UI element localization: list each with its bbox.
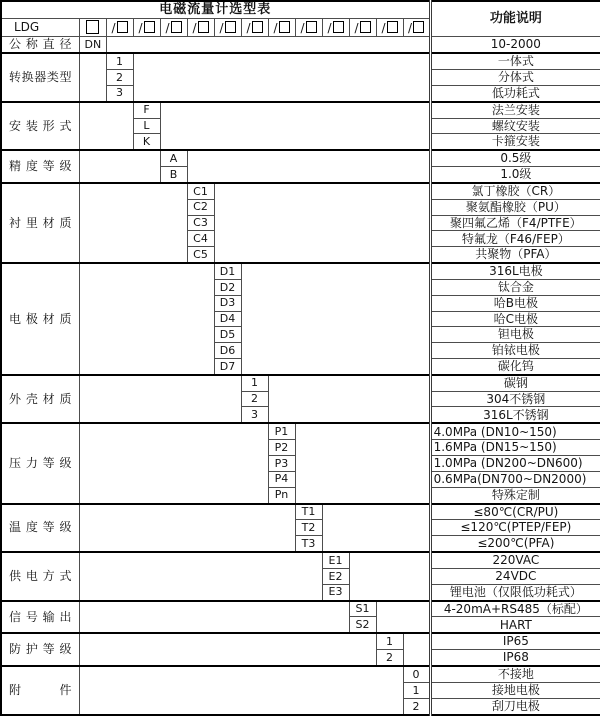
option-code: F [133,102,160,118]
option-desc: 不接地 [430,666,600,682]
spacer-cell [79,102,133,151]
spacer-cell [79,263,214,375]
group-label: 压力等级 [1,423,79,503]
slash-separator: / [192,20,197,35]
option-row [1,504,600,520]
option-code: L [133,118,160,134]
option-desc: 316L不锈钢 [430,407,600,423]
checkbox-square-icon [360,21,371,33]
model-slash-box-cell [403,19,430,37]
option-code: T1 [295,504,322,520]
checkbox-square-icon [252,21,263,33]
option-code: 0 [403,666,430,682]
option-desc: 螺纹安装 [430,118,600,134]
spacer-cell [79,666,403,715]
group-label-diameter: 公称直径 [1,37,79,53]
option-desc: 特殊定制 [430,487,600,503]
option-desc: 4.0MPa (DN10~150) [430,423,600,439]
checkbox-square-icon [86,20,99,34]
model-prefix: LDG [1,19,79,37]
option-desc: 4-20mA+RS485（标配） [430,601,600,617]
option-code: S1 [349,601,376,617]
group-label: 衬里材质 [1,183,79,263]
group-label: 安装形式 [1,102,79,151]
option-desc: 聚氨酯橡胶（PU） [430,199,600,215]
checkbox-square-icon [117,21,128,33]
page-title: 电磁流量计选型表 [1,1,430,19]
spacer-cell [295,423,430,503]
model-slash-box-cell [349,19,376,37]
slash-separator: / [138,20,143,35]
checkbox-square-icon [333,21,344,33]
model-slash-box-cell [322,19,349,37]
checkbox-square-icon [225,21,236,33]
option-desc: 1.0级 [430,167,600,183]
option-code: P1 [268,423,295,439]
checkbox-square-icon [279,21,290,33]
model-slash-box-cell [241,19,268,37]
spacer-cell [268,375,430,424]
option-row [1,601,600,617]
model-slash-box-cell [214,19,241,37]
group-label: 信号输出 [1,601,79,634]
model-first-box-cell [79,19,106,37]
diameter-row [1,37,600,53]
spacer-cell [106,37,430,53]
group-label: 供电方式 [1,552,79,601]
spacer-cell [79,601,349,634]
function-column-header: 功能说明 [430,1,600,37]
option-desc: 0.6MPa(DN700~DN2000) [430,471,600,487]
option-code: P2 [268,440,295,456]
option-desc: 哈C电极 [430,311,600,327]
group-label: 附件 [1,666,79,715]
option-desc: 特氟龙（F46/FEP） [430,231,600,247]
option-code: C3 [187,215,214,231]
option-desc: 碳化钨 [430,358,600,374]
spacer-cell [79,183,187,263]
option-desc: 接地电极 [430,682,600,698]
option-desc: 低功耗式 [430,85,600,101]
spacer-cell [322,504,430,553]
option-code: 2 [403,698,430,715]
option-code: 1 [241,375,268,391]
slash-separator: / [327,20,332,35]
option-desc: 法兰安装 [430,102,600,118]
spacer-cell [79,552,322,601]
slash-separator: / [408,20,413,35]
checkbox-square-icon [413,21,424,33]
option-row [1,263,600,279]
option-code: D3 [214,295,241,311]
slash-separator: / [111,20,116,35]
option-code: D1 [214,263,241,279]
model-slash-box-cell [268,19,295,37]
option-desc: 316L电极 [430,263,600,279]
option-row [1,666,600,682]
spacer-cell [79,150,160,183]
model-slash-box-cell [376,19,403,37]
diameter-code: DN [79,37,106,53]
option-code: B [160,167,187,183]
slash-separator: / [246,20,251,35]
group-label: 防护等级 [1,633,79,666]
option-code: D2 [214,279,241,295]
slash-separator: / [300,20,305,35]
option-desc: HART [430,617,600,633]
option-row [1,102,600,118]
spacer-cell [403,633,430,666]
group-label: 电极材质 [1,263,79,375]
title-row [1,1,600,19]
slash-separator: / [273,20,278,35]
option-desc: 碳钢 [430,375,600,391]
option-code: Pn [268,487,295,503]
model-slash-box-cell [133,19,160,37]
slash-separator: / [165,20,170,35]
option-code: 1 [376,633,403,649]
option-code: 2 [241,391,268,407]
option-desc: 220VAC [430,552,600,568]
spacer-cell [241,263,430,375]
option-desc: 卡箍安装 [430,134,600,150]
option-code: E2 [322,568,349,584]
checkbox-square-icon [198,21,209,33]
option-desc: 氯丁橡胶（CR） [430,183,600,199]
spacer-cell [214,183,430,263]
option-desc: 1.0MPa (DN200~DN600) [430,456,600,472]
option-code: A [160,150,187,166]
option-desc: 分体式 [430,69,600,85]
option-code: C4 [187,231,214,247]
spacer-cell [79,504,295,553]
option-desc: ≤200℃(PFA) [430,536,600,552]
option-row [1,53,600,69]
option-code: S2 [349,617,376,633]
slash-separator: / [354,20,359,35]
spacer-cell [79,633,376,666]
option-desc: 钽电极 [430,327,600,343]
spacer-cell [349,552,430,601]
option-desc: IP65 [430,633,600,649]
option-code: 2 [106,69,133,85]
model-slash-box-cell [187,19,214,37]
option-code: 3 [106,85,133,101]
option-desc: IP68 [430,650,600,666]
group-label: 外壳材质 [1,375,79,424]
group-label: 精度等级 [1,150,79,183]
slash-separator: / [219,20,224,35]
spacer-cell [376,601,430,634]
diameter-desc: 10-2000 [430,37,600,53]
option-desc: 聚四氟乙烯（F4/PTFE） [430,215,600,231]
option-desc: 0.5级 [430,150,600,166]
model-slash-box-cell [160,19,187,37]
spacer-cell [79,53,106,102]
option-code: C5 [187,247,214,263]
checkbox-square-icon [387,21,398,33]
option-desc: 哈B电极 [430,295,600,311]
option-row [1,552,600,568]
option-code: K [133,134,160,150]
option-desc: 一体式 [430,53,600,69]
option-row [1,375,600,391]
model-slash-box-cell [106,19,133,37]
option-code: 1 [403,682,430,698]
option-row [1,423,600,439]
checkbox-square-icon [171,21,182,33]
checkbox-square-icon [306,21,317,33]
option-code: T3 [295,536,322,552]
option-code: T2 [295,520,322,536]
option-code: C2 [187,199,214,215]
option-code: 2 [376,650,403,666]
group-label: 转换器类型 [1,53,79,102]
option-row [1,183,600,199]
option-code: D6 [214,343,241,359]
option-code: E1 [322,552,349,568]
spacer-cell [79,423,268,503]
option-desc: 刮刀电极 [430,698,600,715]
spacer-cell [79,375,241,424]
option-desc: 锂电池（仅限低功耗式） [430,584,600,600]
checkbox-square-icon [144,21,155,33]
option-desc: ≤80℃(CR/PU) [430,504,600,520]
option-desc: 钛合金 [430,279,600,295]
group-label: 温度等级 [1,504,79,553]
spacer-cell [133,53,430,102]
option-code: P4 [268,471,295,487]
option-desc: 24VDC [430,568,600,584]
spacer-cell [187,150,430,183]
option-code: 3 [241,407,268,423]
option-row [1,633,600,649]
option-code: 1 [106,53,133,69]
slash-separator: / [381,20,386,35]
option-desc: 共聚物（PFA） [430,247,600,263]
spacer-cell [160,102,430,151]
option-desc: ≤120℃(PTEP/FEP) [430,520,600,536]
option-code: C1 [187,183,214,199]
option-code: P3 [268,456,295,472]
option-code: D4 [214,311,241,327]
option-desc: 304不锈钢 [430,391,600,407]
option-desc: 铂铱电极 [430,343,600,359]
option-code: E3 [322,584,349,600]
option-code: D7 [214,358,241,374]
option-code: D5 [214,327,241,343]
option-row [1,150,600,166]
option-desc: 1.6MPa (DN15~150) [430,440,600,456]
model-slash-box-cell [295,19,322,37]
